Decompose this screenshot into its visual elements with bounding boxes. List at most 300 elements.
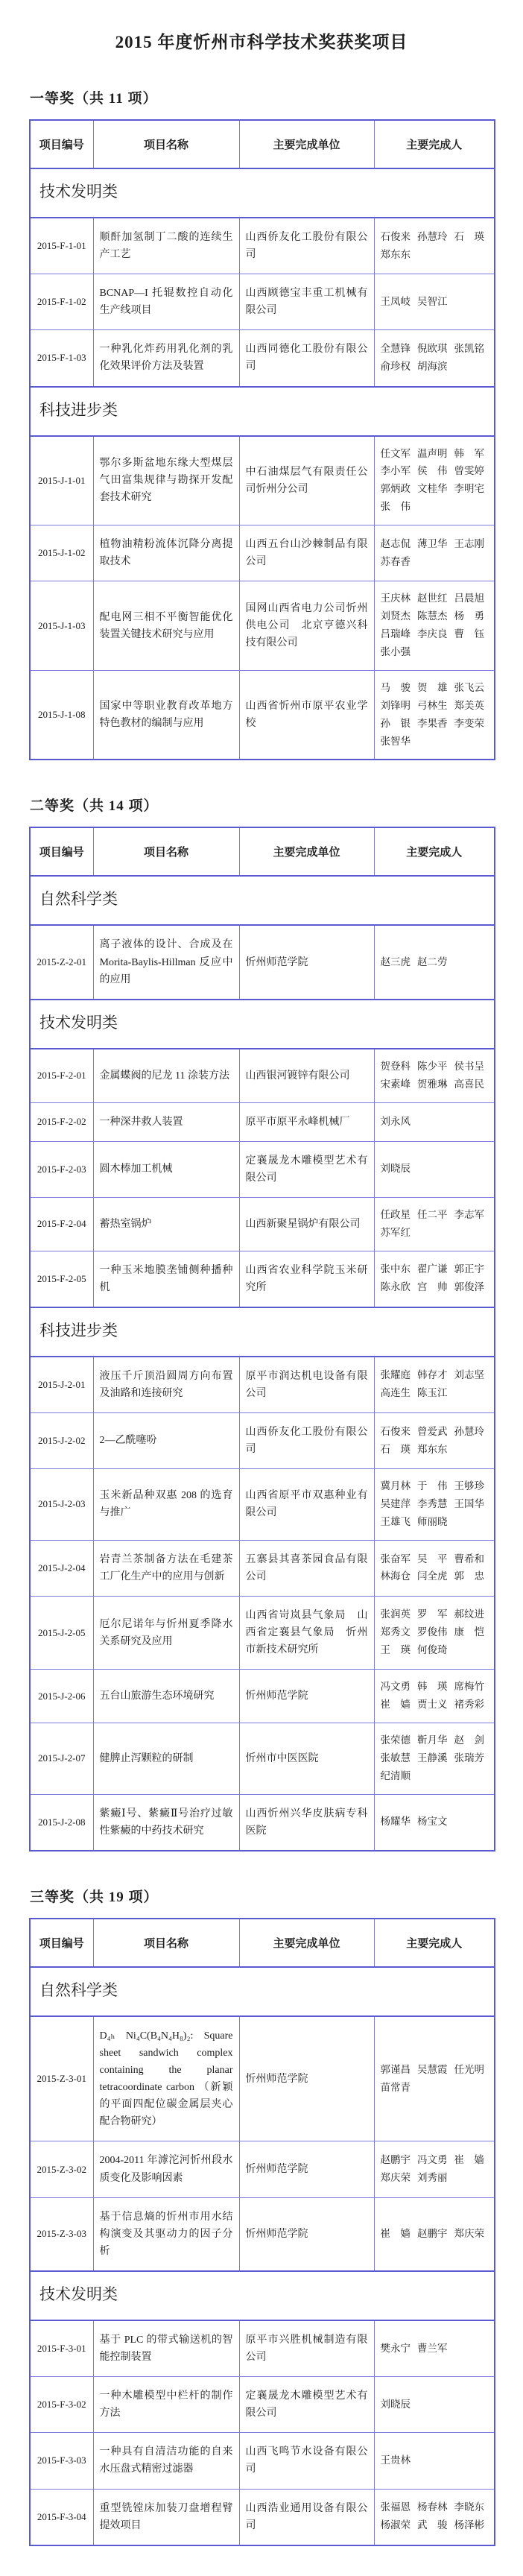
people-grid xyxy=(381,681,489,749)
person-name: 李果香 xyxy=(417,717,448,729)
project-row xyxy=(30,2016,495,2141)
person-name: 郑东东 xyxy=(417,1443,448,1455)
project-row xyxy=(30,1794,495,1851)
person-name: 杨宝文 xyxy=(417,1816,448,1828)
project-people xyxy=(374,2320,495,2377)
person-name: 王庆林 xyxy=(380,593,411,604)
column-header-name: 项目名称 xyxy=(93,1919,239,1967)
project-name: 一种乳化炸药用乳化剂的乳化效果评价方法及装置 xyxy=(93,330,239,387)
project-row xyxy=(30,2141,495,2197)
project-people xyxy=(374,1469,495,1541)
project-code: 2015-J-2-04 xyxy=(30,1540,93,1596)
person-name: 张中东 xyxy=(380,1263,411,1275)
people-grid xyxy=(381,2501,489,2533)
person-name: 崔 嫱 xyxy=(380,1699,411,1711)
person-name: 刘晓辰 xyxy=(380,1163,411,1175)
project-row xyxy=(30,330,495,387)
people-grid xyxy=(381,1162,489,1176)
person-name: 高连生 xyxy=(380,1387,411,1399)
column-header-code: 项目编号 xyxy=(30,120,93,168)
project-org: 山西忻州兴华皮肤病专科医院 xyxy=(239,1794,374,1851)
project-name: 五台山旅游生态环境研究 xyxy=(93,1670,239,1723)
person-name: 李明宅 xyxy=(454,483,484,495)
project-org: 五寨县其喜茶园食品有限公司 xyxy=(239,1540,374,1596)
person-name: 赵三虎 xyxy=(380,956,411,967)
project-name: 鄂尔多斯盆地东缘大型煤层气田富集规律与勘探开发配套技术研究 xyxy=(93,436,239,525)
person-name: 苏军红 xyxy=(380,1226,411,1238)
category-label: 科技进步类 xyxy=(30,387,495,436)
category-row xyxy=(30,1307,495,1357)
person-name: 陈少平 xyxy=(417,1060,448,1072)
project-code: 2015-J-1-01 xyxy=(30,436,93,525)
project-name: 玉米新品种双惠 208 的选育与推广 xyxy=(93,1469,239,1541)
project-name: 紫癜Ⅰ号、紫癜Ⅱ号治疗过敏性紫癜的中药技术研究 xyxy=(93,1794,239,1851)
person-name: 冯文勇 xyxy=(417,2154,448,2166)
person-name: 赵二劳 xyxy=(417,956,448,967)
project-code: 2015-F-1-03 xyxy=(30,330,93,387)
project-people xyxy=(374,436,495,525)
person-name: 褚秀彩 xyxy=(454,1699,484,1711)
person-name: 贺雅琳 xyxy=(417,1078,448,1090)
people-grid xyxy=(381,447,489,515)
project-name: 一种木雕模型中栏杆的制作方法 xyxy=(93,2377,239,2433)
awards-table-body xyxy=(30,1967,495,2545)
person-name: 高喜民 xyxy=(454,1078,484,1090)
person-name: 张智华 xyxy=(380,735,411,747)
project-code: 2015-J-2-03 xyxy=(30,1469,93,1541)
person-name: 赵世红 xyxy=(417,593,448,604)
people-grid xyxy=(381,1368,489,1401)
person-name: 宫 帅 xyxy=(417,1281,448,1293)
person-name: 樊永宁 xyxy=(380,2342,411,2354)
person-name: 吴慧霞 xyxy=(417,2063,448,2075)
project-code: 2015-F-2-03 xyxy=(30,1141,93,1197)
project-row xyxy=(30,1251,495,1307)
project-code: 2015-J-2-06 xyxy=(30,1670,93,1723)
people-grid xyxy=(381,2398,489,2412)
category-label: 自然科学类 xyxy=(30,1967,495,2016)
project-people xyxy=(374,525,495,581)
person-name: 王贵林 xyxy=(380,2454,411,2466)
category-row xyxy=(30,1000,495,1049)
project-row xyxy=(30,581,495,671)
project-row xyxy=(30,1102,495,1141)
person-name: 杨泽彬 xyxy=(454,2519,484,2531)
project-people xyxy=(374,218,495,274)
person-name: 吴建萍 xyxy=(380,1498,411,1510)
project-row xyxy=(30,274,495,330)
project-people xyxy=(374,581,495,671)
project-row xyxy=(30,1197,495,1251)
person-name: 罗 军 xyxy=(417,1609,448,1620)
category-row xyxy=(30,168,495,218)
project-people xyxy=(374,274,495,330)
person-name: 刘贤杰 xyxy=(380,610,411,622)
category-label: 技术发明类 xyxy=(30,1000,495,1049)
project-code: 2015-J-1-08 xyxy=(30,670,93,760)
project-people xyxy=(374,1049,495,1102)
person-name: 陈永欣 xyxy=(380,1281,411,1293)
project-row xyxy=(30,436,495,525)
category-row xyxy=(30,2271,495,2320)
person-name: 弓林生 xyxy=(417,699,448,711)
project-name: 金属蝶阀的尼龙 11 涂装方法 xyxy=(93,1049,239,1102)
header-row xyxy=(30,1919,495,1967)
project-people xyxy=(374,2016,495,2141)
person-name: 刘晓辰 xyxy=(380,2398,411,2410)
person-name: 倪欧琪 xyxy=(417,343,448,355)
project-org: 原平市兴胜机械制造有限公司 xyxy=(239,2320,374,2377)
project-code: 2015-J-2-07 xyxy=(30,1723,93,1795)
person-name: 曾爱武 xyxy=(417,1425,448,1437)
person-name: 王凤岐 xyxy=(380,295,411,307)
project-name: 基于 PLC 的带式输送机的智能控制装置 xyxy=(93,2320,239,2377)
project-name: 厄尔尼诺年与忻州夏季降水关系研究及应用 xyxy=(93,1596,239,1669)
person-name: 俞珍权 xyxy=(380,360,411,372)
project-row xyxy=(30,1469,495,1541)
project-code: 2015-Z-2-01 xyxy=(30,925,93,999)
project-row xyxy=(30,218,495,274)
person-name: 温声明 xyxy=(417,447,448,459)
people-grid xyxy=(381,230,489,262)
person-name: 刘永风 xyxy=(380,1115,411,1127)
person-name: 任光明 xyxy=(454,2063,484,2075)
person-name: 贺 雄 xyxy=(417,681,448,693)
project-name: 2—乙酰噻吩 xyxy=(93,1412,239,1468)
person-name: 任二平 xyxy=(417,1208,448,1220)
person-name: 王雄飞 xyxy=(380,1515,411,1527)
project-code: 2015-J-2-08 xyxy=(30,1794,93,1851)
project-org: 山西省岢岚县气象局 山西省定襄县气象局 忻州市新技术研究所 xyxy=(239,1596,374,1669)
project-row xyxy=(30,2433,495,2489)
project-org: 山西五台山沙棘制品有限公司 xyxy=(239,525,374,581)
person-name: 张奋军 xyxy=(380,1553,411,1565)
project-people xyxy=(374,1251,495,1307)
project-row xyxy=(30,670,495,760)
project-name: 一种深井救人装置 xyxy=(93,1102,239,1141)
awards-table xyxy=(29,119,495,760)
person-name: 石俊来 xyxy=(380,1425,411,1437)
project-people xyxy=(374,1670,495,1723)
page-title: 2015 年度忻州市科学技术奖获奖项目 xyxy=(115,33,408,51)
person-name: 吴智江 xyxy=(417,295,448,307)
person-name: 张荣德 xyxy=(380,1734,411,1746)
category-row xyxy=(30,387,495,436)
project-code: 2015-J-2-01 xyxy=(30,1357,93,1413)
person-name: 吴 平 xyxy=(417,1553,448,1565)
person-name: 石俊来 xyxy=(380,230,411,242)
column-header-name: 项目名称 xyxy=(93,120,239,168)
person-name: 李变荣 xyxy=(454,717,484,729)
column-header-name: 项目名称 xyxy=(93,827,239,876)
person-name: 苗常青 xyxy=(380,2081,411,2093)
person-name: 冯文勇 xyxy=(380,1681,411,1693)
person-name: 张凯铭 xyxy=(454,343,484,355)
project-people xyxy=(374,1723,495,1795)
person-name: 王静溪 xyxy=(417,1752,448,1764)
project-code: 2015-J-1-02 xyxy=(30,525,93,581)
person-name: 王 瑛 xyxy=(380,1644,411,1656)
project-code: 2015-F-1-02 xyxy=(30,274,93,330)
category-label: 技术发明类 xyxy=(30,168,495,218)
project-code: 2015-F-2-04 xyxy=(30,1197,93,1251)
people-grid xyxy=(381,1734,489,1784)
person-name: 刘志坚 xyxy=(454,1369,484,1381)
people-grid xyxy=(381,1115,489,1129)
project-row xyxy=(30,1141,495,1197)
person-name: 韩 瑛 xyxy=(417,1681,448,1693)
column-header-code: 项目编号 xyxy=(30,1919,93,1967)
project-row xyxy=(30,2320,495,2377)
person-name: 苏春香 xyxy=(380,555,411,567)
project-org: 忻州师范学院 xyxy=(239,2141,374,2197)
project-people xyxy=(374,1596,495,1669)
person-name: 赵鹏宇 xyxy=(380,2154,411,2166)
section-heading: 二等奖（共 14 项） xyxy=(30,798,159,815)
person-name: 李晓东 xyxy=(454,2501,484,2513)
person-name: 何俊琦 xyxy=(417,1644,448,1656)
project-code: 2015-F-2-01 xyxy=(30,1049,93,1102)
section-heading: 三等奖（共 19 项） xyxy=(30,1889,159,1905)
column-header-org: 主要完成单位 xyxy=(239,827,374,876)
project-people xyxy=(374,1102,495,1141)
person-name: 宋素峰 xyxy=(380,1078,411,1090)
project-org: 山西侨友化工股份有限公司 xyxy=(239,218,374,274)
project-org: 山西省原平市双惠种业有限公司 xyxy=(239,1469,374,1541)
project-org: 山西银河镀锌有限公司 xyxy=(239,1049,374,1102)
person-name: 王志刚 xyxy=(454,537,484,549)
person-name: 曹兰军 xyxy=(417,2342,448,2354)
people-grid xyxy=(381,2227,489,2241)
person-name: 李庆良 xyxy=(417,628,448,640)
person-name: 赵 剑 xyxy=(454,1734,484,1746)
person-name: 曹希和 xyxy=(454,1553,484,1565)
person-name: 于 伟 xyxy=(417,1480,448,1492)
person-name: 张瑞芳 xyxy=(454,1752,484,1764)
person-name: 孙慧玲 xyxy=(454,1425,484,1437)
people-grid xyxy=(381,1425,489,1457)
person-name: 林海仓 xyxy=(380,1570,411,1582)
project-row xyxy=(30,1540,495,1596)
project-name: 液压千斤顶沿圆周方向布置及油路和连接研究 xyxy=(93,1357,239,1413)
project-row xyxy=(30,2489,495,2545)
project-org: 山西同德化工股份有限公司 xyxy=(239,330,374,387)
person-name: 郭正宇 xyxy=(454,1263,484,1275)
project-row xyxy=(30,2377,495,2433)
column-header-people: 主要完成人 xyxy=(374,827,495,876)
person-name: 吕瑞峰 xyxy=(380,628,411,640)
person-name: 靳月华 xyxy=(417,1734,448,1746)
project-code: 2015-F-3-02 xyxy=(30,2377,93,2433)
person-name: 刘锋明 xyxy=(380,699,411,711)
category-label: 自然科学类 xyxy=(30,876,495,925)
person-name: 杨淑荣 xyxy=(380,2519,411,2531)
person-name: 郭俊泽 xyxy=(454,1281,484,1293)
person-name: 郑美英 xyxy=(454,699,484,711)
person-name: 吕晨旭 xyxy=(454,593,484,604)
person-name: 陈慧杰 xyxy=(417,610,448,622)
awards-table-body xyxy=(30,876,495,1850)
project-org: 忻州师范学院 xyxy=(239,2197,374,2271)
people-grid xyxy=(381,2454,489,2468)
people-grid xyxy=(381,1608,489,1658)
person-name: 石 瑛 xyxy=(380,1443,411,1455)
project-name: 离子液体的设计、合成及在 Morita-Baylis-Hillman 反应中的应用 xyxy=(93,925,239,999)
person-name: 郭 忠 xyxy=(454,1570,484,1582)
person-name: 郭炳政 xyxy=(380,483,411,495)
people-grid xyxy=(381,537,489,569)
project-people xyxy=(374,2433,495,2489)
project-name: 岩青兰茶制备方法在毛建茶工厂化生产中的应用与创新 xyxy=(93,1540,239,1596)
person-name: 师丽晓 xyxy=(417,1515,448,1527)
project-org: 山西顾德宝丰重工机械有限公司 xyxy=(239,274,374,330)
column-header-org: 主要完成单位 xyxy=(239,120,374,168)
person-name: 全慧锋 xyxy=(380,343,411,355)
person-name: 曹 钰 xyxy=(454,628,484,640)
project-code: 2015-F-3-01 xyxy=(30,2320,93,2377)
person-name: 赵志侃 xyxy=(380,537,411,549)
person-name: 张润英 xyxy=(380,1609,411,1620)
person-name: 侯 伟 xyxy=(417,465,448,477)
project-code: 2015-F-2-02 xyxy=(30,1102,93,1141)
person-name: 贺登科 xyxy=(380,1060,411,1072)
person-name: 杨耀华 xyxy=(380,1816,411,1828)
person-name: 席梅竹 xyxy=(454,1681,484,1693)
project-org: 山西省忻州市原平农业学校 xyxy=(239,670,374,760)
category-label: 技术发明类 xyxy=(30,2271,495,2320)
project-code: 2015-J-2-02 xyxy=(30,1412,93,1468)
person-name: 杨春林 xyxy=(417,2501,448,2513)
project-code: 2015-J-2-05 xyxy=(30,1596,93,1669)
award-sections xyxy=(0,87,523,2546)
column-header-code: 项目编号 xyxy=(30,827,93,876)
project-people xyxy=(374,2197,495,2271)
people-grid xyxy=(381,2063,489,2095)
person-name: 张福恩 xyxy=(380,2501,411,2513)
project-row xyxy=(30,2197,495,2271)
project-org: 山西飞鸣节水设备有限公司 xyxy=(239,2433,374,2489)
person-name: 郑庆荣 xyxy=(454,2227,484,2239)
project-people xyxy=(374,1141,495,1197)
people-grid xyxy=(381,1208,489,1240)
project-code: 2015-Z-3-02 xyxy=(30,2141,93,2197)
project-code: 2015-Z-3-03 xyxy=(30,2197,93,2271)
project-org: 山西省农业科学院玉米研究所 xyxy=(239,1251,374,1307)
person-name: 武 骏 xyxy=(417,2519,448,2531)
project-row xyxy=(30,925,495,999)
people-grid xyxy=(381,956,489,970)
person-name: 郝纹进 xyxy=(454,1609,484,1620)
project-org: 定襄晟龙木雕模型艺术有限公司 xyxy=(239,1141,374,1197)
project-org: 忻州市中医医院 xyxy=(239,1723,374,1795)
header-row xyxy=(30,120,495,168)
person-name: 张飞云 xyxy=(454,681,484,693)
person-name: 石 瑛 xyxy=(454,230,484,242)
project-people xyxy=(374,925,495,999)
people-grid xyxy=(381,1680,489,1712)
project-people xyxy=(374,1794,495,1851)
project-code: 2015-Z-3-01 xyxy=(30,2016,93,2141)
person-name: 王够珍 xyxy=(454,1480,484,1492)
project-people xyxy=(374,2489,495,2545)
project-name: BCNAP—I 托辊数控自动化生产线项目 xyxy=(93,274,239,330)
column-header-people: 主要完成人 xyxy=(374,1919,495,1967)
person-name: 曾雯婷 xyxy=(454,465,484,477)
project-name: 蓄热室锅炉 xyxy=(93,1197,239,1251)
project-name: 配电网三相不平衡智能优化装置关键技术研究与应用 xyxy=(93,581,239,671)
project-org: 山西浩业通用设备有限公司 xyxy=(239,2489,374,2545)
project-people xyxy=(374,1357,495,1413)
project-name: 圆木棒加工机械 xyxy=(93,1141,239,1197)
project-org: 原平市原平永峰机械厂 xyxy=(239,1102,374,1141)
person-name: 孙 银 xyxy=(380,717,411,729)
person-name: 韩存才 xyxy=(417,1369,448,1381)
person-name: 罗俊伟 xyxy=(417,1626,448,1638)
project-name: 健脾止泻颗粒的研制 xyxy=(93,1723,239,1795)
person-name: 薄卫华 xyxy=(417,537,448,549)
section-heading: 一等奖（共 11 项） xyxy=(30,91,158,107)
person-name: 李小军 xyxy=(380,465,411,477)
project-name: 一种玉米地膜垄铺侧种播种机 xyxy=(93,1251,239,1307)
project-org: 山西侨友化工股份有限公司 xyxy=(239,1412,374,1468)
people-grid xyxy=(381,342,489,374)
project-org: 定襄晟龙木雕模型艺术有限公司 xyxy=(239,2377,374,2433)
project-name: D₄ₕ Ni₄C(B₄N₄H₈)₂: Square sheet sandwich complex containing the planar tetracoordinate carbon （新颖的平面四配位碳金属层夹心配合物研究） xyxy=(93,2016,239,2141)
person-name: 杨 勇 xyxy=(454,610,484,622)
project-org: 山西新聚星锅炉有限公司 xyxy=(239,1197,374,1251)
column-header-org: 主要完成单位 xyxy=(239,1919,374,1967)
people-grid xyxy=(381,1263,489,1295)
project-org: 忻州师范学院 xyxy=(239,925,374,999)
awards-table-head xyxy=(30,1919,495,1967)
person-name: 崔 嫱 xyxy=(454,2154,484,2166)
project-code: 2015-F-1-01 xyxy=(30,218,93,274)
project-row xyxy=(30,1596,495,1669)
project-row xyxy=(30,1670,495,1723)
awards-table xyxy=(29,1918,495,2546)
project-code: 2015-F-3-04 xyxy=(30,2489,93,2545)
person-name: 崔 嫱 xyxy=(380,2227,411,2239)
people-grid xyxy=(381,1553,489,1585)
project-row xyxy=(30,525,495,581)
person-name: 纪清顺 xyxy=(380,1770,411,1781)
person-name: 张小强 xyxy=(380,645,411,657)
awards-table-head xyxy=(30,120,495,168)
person-name: 韩 军 xyxy=(454,447,484,459)
person-name: 陈玉江 xyxy=(417,1387,448,1399)
person-name: 孙慧玲 xyxy=(417,230,448,242)
header-row xyxy=(30,827,495,876)
project-name: 国家中等职业教育改革地方特色教材的编制与应用 xyxy=(93,670,239,760)
person-name: 任政星 xyxy=(380,1208,411,1220)
project-people xyxy=(374,1412,495,1468)
person-name: 任文军 xyxy=(380,447,411,459)
person-name: 张 伟 xyxy=(380,501,411,513)
person-name: 郑庆荣 xyxy=(380,2172,411,2184)
person-name: 贾士义 xyxy=(417,1699,448,1711)
person-name: 李志军 xyxy=(454,1208,484,1220)
person-name: 文桂华 xyxy=(417,483,448,495)
project-people xyxy=(374,2377,495,2433)
project-name: 2004-2011 年滹沱河忻州段水质变化及影响因素 xyxy=(93,2141,239,2197)
person-name: 康 恺 xyxy=(454,1626,484,1638)
person-name: 王国华 xyxy=(454,1498,484,1510)
project-people xyxy=(374,2141,495,2197)
people-grid xyxy=(381,2153,489,2185)
person-name: 张耀庭 xyxy=(380,1369,411,1381)
awards-table-body xyxy=(30,168,495,760)
project-people xyxy=(374,1540,495,1596)
